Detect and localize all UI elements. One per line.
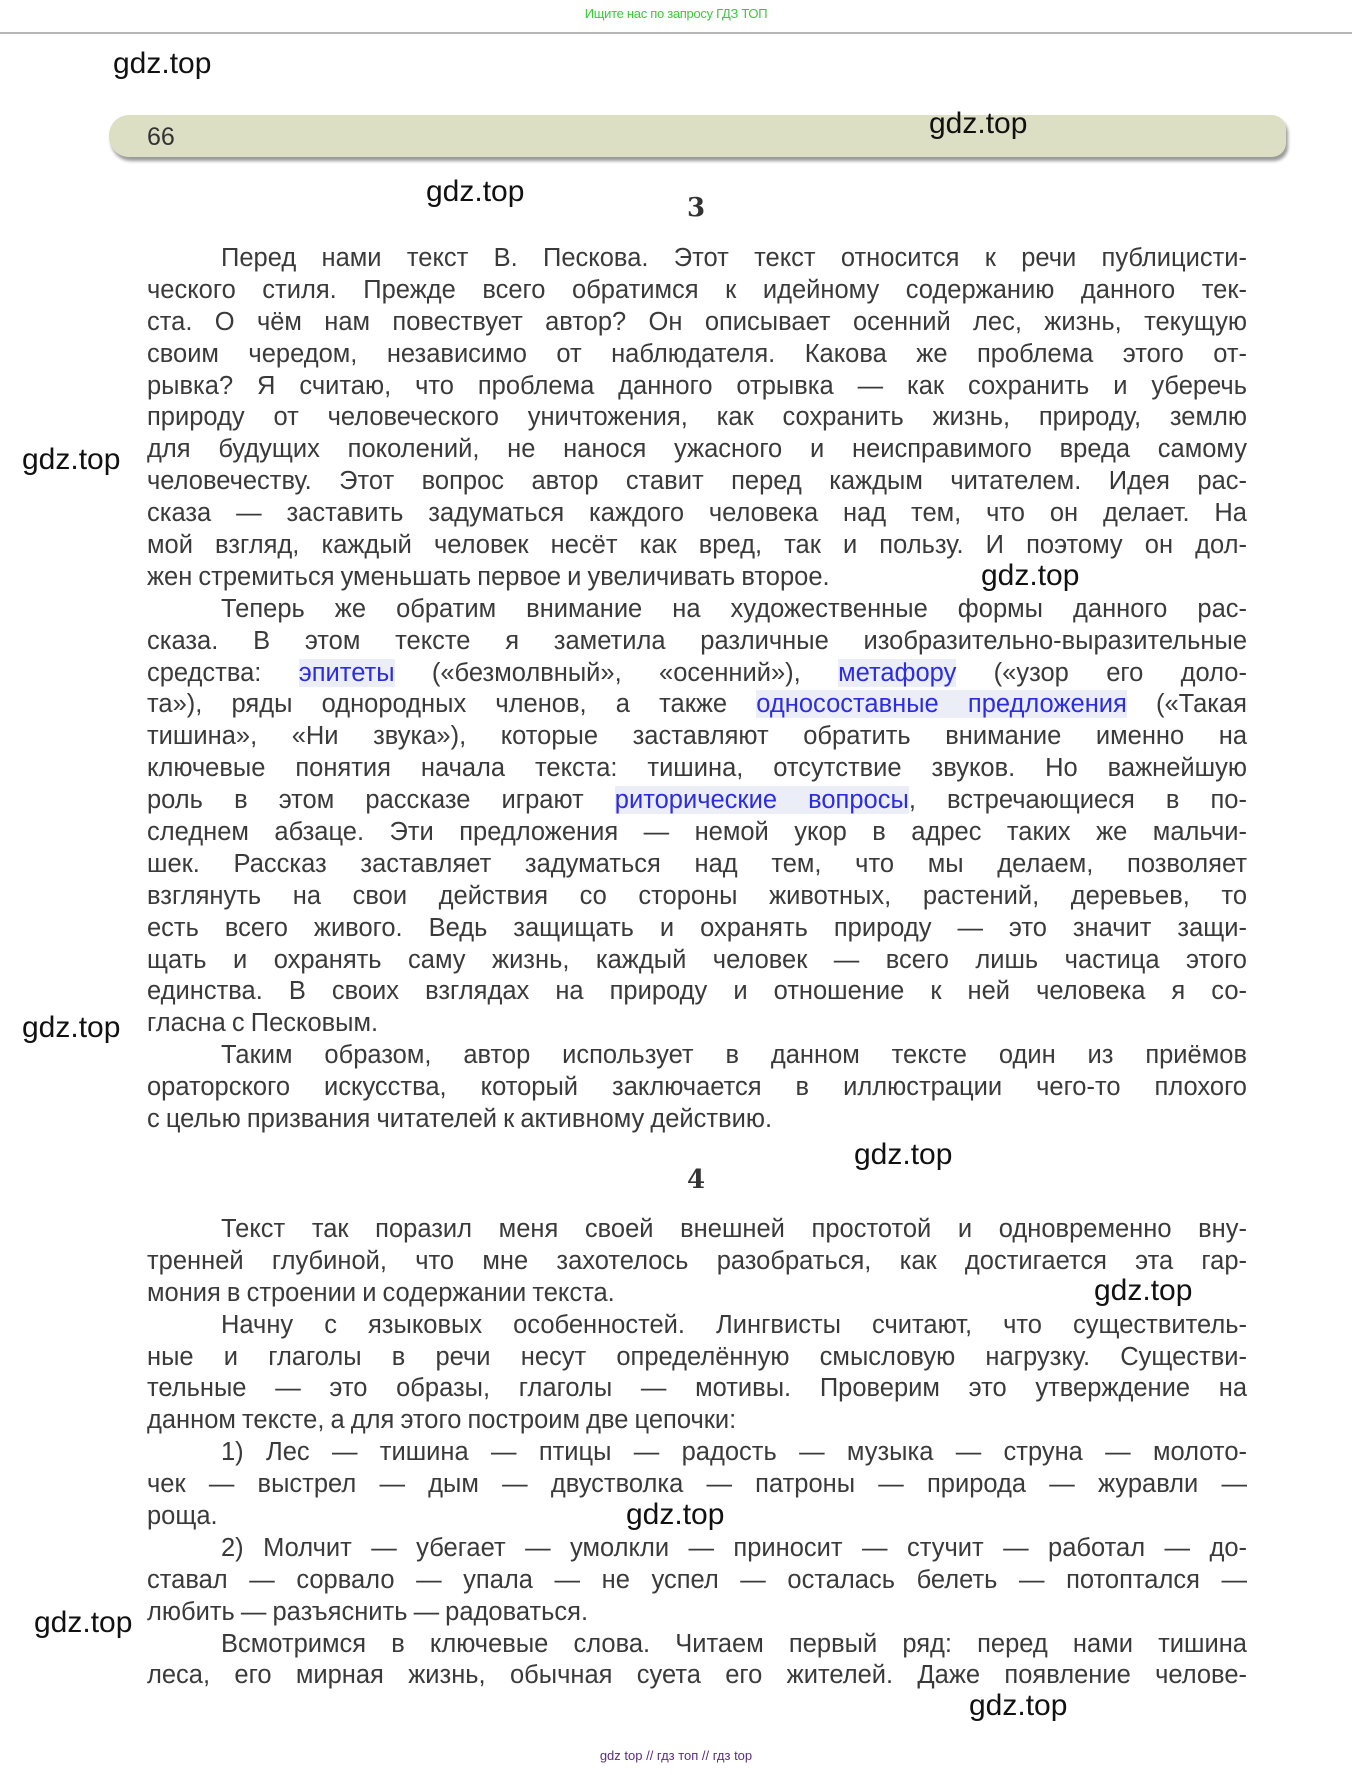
text-line: 2) Молчит — убегает — умолкли — приносит — стучит — работал — до- (221, 1533, 1247, 1562)
text-line (147, 689, 1247, 721)
text-line: мония в строении и содержании текста. (147, 1278, 615, 1307)
text-line: человечеству. Этот вопрос автор ставит перед каждым читателем. Идея рас- (147, 467, 1247, 496)
watermark: gdz.top (22, 1011, 121, 1044)
term-link[interactable]: односоставные предложения (756, 690, 1127, 719)
text-segment: («Такая (1126, 690, 1247, 719)
text-line: шек. Рассказ заставляет задуматься над тем, что мы делаем, позволяет (147, 849, 1247, 878)
term-link[interactable]: риторические вопросы (614, 786, 909, 815)
page-number: 66 (147, 123, 175, 151)
watermark: gdz.top (113, 47, 212, 80)
text-line: чек — выстрел — дым — двустволка — патроны — природа — журавли — (147, 1470, 1247, 1499)
watermark: gdz.top (426, 175, 525, 208)
term-link[interactable]: метафору (838, 658, 957, 687)
text-line (147, 785, 1247, 817)
text-line: данном тексте, а для этого построим две цепочки: (147, 1406, 737, 1435)
text-segment: средства: (147, 658, 299, 687)
text-line: тишина», «Ни звука»), которые заставляют обратить внимание именно на (147, 722, 1247, 751)
text-line: тельные — это образы, глаголы — мотивы. Проверим это утверждение на (147, 1374, 1247, 1403)
text-line: природу от человеческого уничтожения, как сохранить жизнь, природу, землю (147, 403, 1247, 432)
text-line: для будущих поколений, не нанося ужасного и неисправимого вреда самому (147, 435, 1247, 464)
text-line: ключевые понятия начала текста: тишина, отсутствие звуков. Но важнейшую (147, 754, 1247, 783)
site-search-banner: Ищите нас по запросу ГДЗ ТОП (584, 6, 768, 21)
section-4-text (147, 1214, 1247, 1692)
text-line: сказа. В этом тексте я заметила различные изобразительно-выразительные (147, 626, 1247, 655)
text-line: жен стремиться уменьшать первое и увеличивать второе. (147, 562, 830, 591)
text-line: леса, его мирная жизнь, обычная суета его жителей. Даже появление челове- (147, 1661, 1247, 1690)
text-line: ные и глаголы в речи несут определённую смысловую нагрузку. Существи- (147, 1342, 1247, 1371)
text-line: ческого стиля. Прежде всего обратимся к идейному содержанию данного тек- (147, 275, 1247, 304)
text-line: взглянуть на свои действия со стороны животных, растений, деревьев, то (147, 881, 1247, 910)
text-line: Текст так поразил меня своей внешней простотой и одновременно вну- (221, 1215, 1247, 1243)
text-segment: («безмолвный», «осенний»), (394, 658, 839, 687)
section-3-text (147, 243, 1247, 1136)
watermark: gdz.top (981, 559, 1080, 592)
text-segment: («узор его доло- (956, 658, 1247, 687)
watermark: gdz.top (626, 1498, 725, 1531)
watermark: gdz.top (22, 443, 121, 476)
text-line: есть всего живого. Ведь защищать и охранять природу — это значит защи- (147, 913, 1247, 942)
text-segment: роль в этом рассказе играют (147, 786, 615, 815)
footer-links: gdz top // гдз топ // гдз top (599, 1748, 753, 1763)
text-line: Теперь же обратим внимание на художественные формы данного рас- (221, 594, 1247, 623)
text-line: 1) Лес — тишина — птицы — радость — музыка — струна — молото- (221, 1438, 1247, 1467)
text-line: щать и охранять саму жизнь, каждый человек — всего лишь частица этого (147, 945, 1247, 974)
header-divider (0, 32, 1352, 34)
text-line: гласна с Песковым. (147, 1009, 379, 1038)
text-line: сказа — заставить задуматься каждого человека над тем, что он делает. На (147, 499, 1247, 528)
text-line (147, 658, 1247, 690)
watermark: gdz.top (854, 1138, 953, 1171)
text-line: Таким образом, автор использует в данном тексте один из приёмов (221, 1041, 1247, 1070)
watermark: gdz.top (969, 1689, 1068, 1722)
text-line: Начну с языковых особенностей. Лингвисты считают, что существитель- (221, 1310, 1247, 1339)
text-line: мой взгляд, каждый человек несёт как вред, так и пользу. И поэтому он дол- (147, 531, 1247, 560)
watermark: gdz.top (1094, 1274, 1193, 1307)
text-segment: та»), ряды однородных членов, а также (147, 690, 757, 719)
section-heading-3: 3 (686, 193, 706, 223)
text-line: тренней глубиной, что мне захотелось разобраться, как достигается эта гар- (147, 1246, 1247, 1275)
text-line: роща. (147, 1502, 218, 1531)
text-line: ораторского искусства, который заключается в иллюстрации чего-то плохого (147, 1073, 1247, 1102)
text-line: своим чередом, независимо от наблюдателя. Какова же проблема этого от- (147, 339, 1247, 368)
term-link[interactable]: эпитеты (298, 658, 395, 687)
text-line: Перед нами текст В. Пескова. Этот текст относится к речи публицисти- (221, 244, 1247, 272)
text-line: ста. О чём нам повествует автор? Он описывает осенний лес, жизнь, текущую (147, 307, 1247, 336)
text-segment: , встречающиеся в по- (908, 786, 1247, 815)
text-line: любить — разъяснить — радоваться. (147, 1597, 589, 1626)
text-line: следнем абзаце. Эти предложения — немой укор в адрес таких же мальчи- (147, 818, 1247, 847)
watermark: gdz.top (34, 1606, 133, 1639)
text-line: рывка? Я считаю, что проблема данного отрывка — как сохранить и уберечь (147, 371, 1247, 400)
watermark: gdz.top (929, 107, 1028, 140)
text-line: с целью призвания читателей к активному действию. (147, 1105, 773, 1134)
text-line: ставал — сорвало — упала — не успел — осталась белеть — потоптался — (147, 1565, 1247, 1594)
text-line: единства. В своих взглядах на природу и отношение к ней человека я со- (147, 977, 1247, 1006)
text-line: Всмотримся в ключевые слова. Читаем первый ряд: перед нами тишина (221, 1629, 1247, 1658)
section-heading-4: 4 (686, 1165, 706, 1195)
page-header-band (109, 115, 1286, 157)
